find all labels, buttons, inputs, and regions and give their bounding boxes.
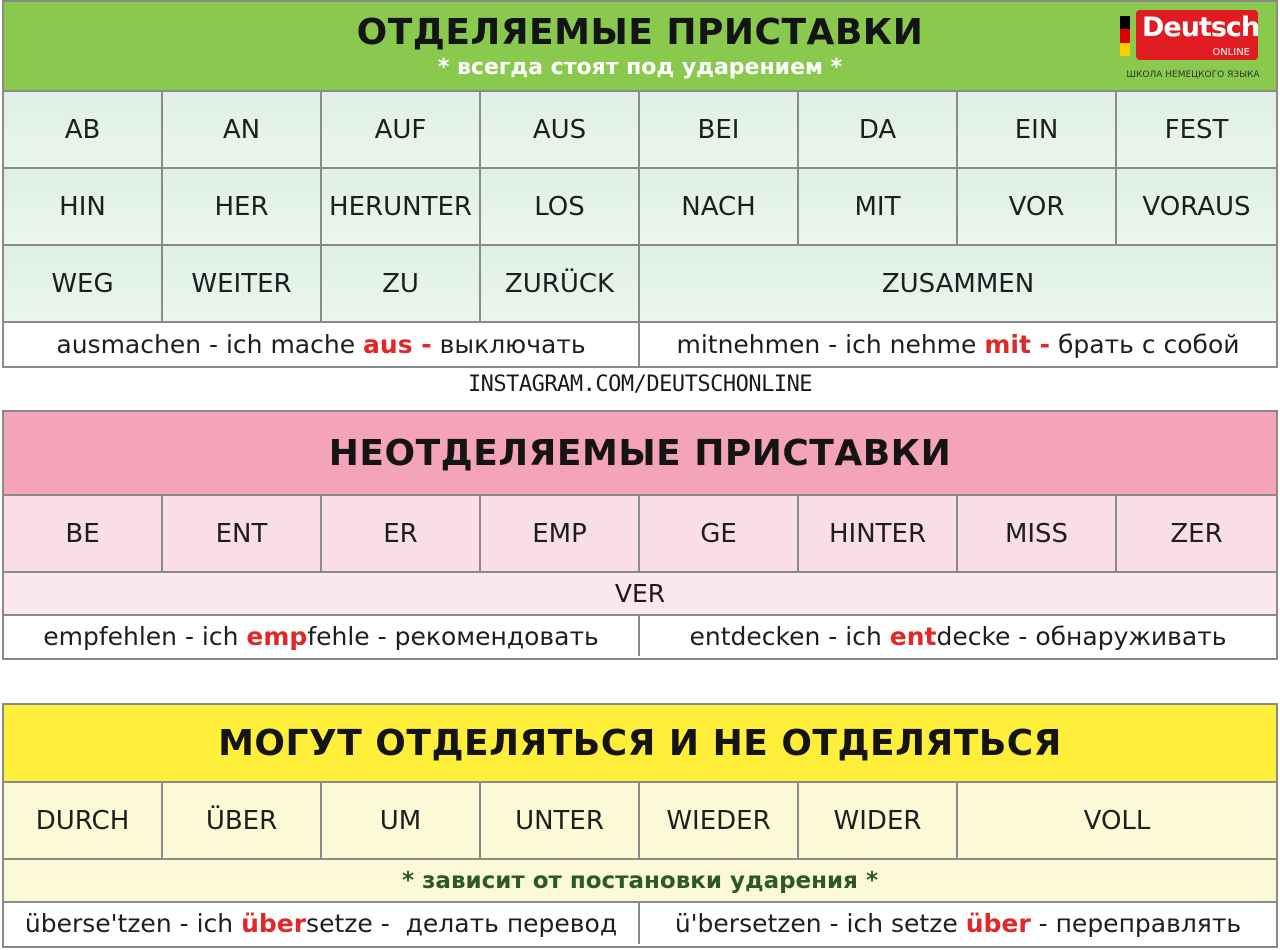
separable-prefix-grid [4,92,1276,323]
prefix-cell: WEITER [163,246,322,323]
inseparable-title: НЕОТДЕЛЯЕМЫЕ ПРИСТАВКИ [328,432,952,474]
prefix-cell: DURCH [4,783,163,860]
separable-subtitle: * всегда стоят под ударением * [437,55,843,80]
example-highlight: über [241,909,307,938]
instagram-link: INSTAGRAM.COM/DEUTSCHONLINE [467,372,813,397]
example-text: decke - обнаруживать [936,621,1227,651]
separable-title: ОТДЕЛЯЕМЫЕ ПРИСТАВКИ [356,12,924,53]
prefix-cell: LOS [481,169,640,246]
prefix-cell: WEG [4,246,163,323]
inseparable-header [4,412,1276,496]
example-left [4,903,640,944]
example-highlight: emp [246,621,308,651]
logo-tagline: ШКОЛА НЕМЕЦКОГО ЯЗЫКА [1126,70,1260,80]
inseparable-prefixes-block [2,410,1278,660]
prefix-cell: WIDER [799,783,958,860]
prefix-cell: HIN [4,169,163,246]
example-text: fehle - рекомендовать [307,621,599,651]
prefix-cell: HINTER [799,496,958,573]
prefix-cell: MISS [958,496,1117,573]
example-text: выключать [431,330,586,359]
prefix-cell: ZU [322,246,481,323]
prefix-cell: GE [640,496,799,573]
example-right [640,323,1276,366]
example-text: entdecken - ich [689,621,890,651]
mixed-prefixes-block [2,703,1278,948]
example-text: - переправлять [1030,909,1242,938]
logo-brand: Deutsch [1142,12,1260,43]
mixed-title: МОГУТ ОТДЕЛЯТЬСЯ И НЕ ОТДЕЛЯТЬСЯ [218,722,1062,764]
prefix-cell: UM [322,783,481,860]
mixed-prefix-grid [4,783,1276,860]
prefix-cell: ER [322,496,481,573]
example-highlight: ent [889,621,937,651]
example-text: брать с собой [1050,330,1240,359]
example-text: empfehlen - ich [43,621,247,651]
prefix-cell: ZER [1117,496,1276,573]
mixed-examples [4,903,1276,944]
example-left [4,616,640,656]
prefix-cell: ENT [163,496,322,573]
example-highlight: aus - [363,330,432,359]
prefix-cell: ÜBER [163,783,322,860]
prefix-cell: BE [4,496,163,573]
example-highlight: mit - [984,330,1051,359]
example-text: ü'bersetzen - ich setze [674,909,966,938]
mixed-header [4,705,1276,783]
prefix-cell-wide: VER [4,573,1276,616]
prefix-cell: AUF [322,92,481,169]
separable-prefixes-block [2,0,1278,368]
prefix-cell: HER [163,169,322,246]
prefix-cell: EMP [481,496,640,573]
german-flag-icon [1120,16,1130,56]
prefix-cell: UNTER [481,783,640,860]
example-highlight: über [965,909,1031,938]
prefix-cell: EIN [958,92,1117,169]
prefix-cell: FEST [1117,92,1276,169]
example-text: setze - делать перевод [306,909,618,938]
example-text: mitnehmen - ich nehme [676,330,985,359]
prefix-cell: DA [799,92,958,169]
logo-sub: ONLINE [1212,47,1250,58]
prefix-cell: AN [163,92,322,169]
stress-note: * зависит от постановки ударения * [4,860,1276,903]
prefix-cell: ZUSAMMEN [640,246,1276,323]
prefix-cell: VOR [958,169,1117,246]
prefix-cell: HERUNTER [322,169,481,246]
example-text: ausmachen - ich mache [56,330,364,359]
example-text: überse'tzen - ich [24,909,242,938]
prefix-cell: VORAUS [1117,169,1276,246]
prefix-cell: NACH [640,169,799,246]
prefix-cell: AB [4,92,163,169]
example-right [640,903,1276,944]
prefix-cell: ZURÜCK [481,246,640,323]
example-left [4,323,640,366]
prefix-cell: VOLL [958,783,1276,860]
prefix-cell: WIEDER [640,783,799,860]
example-right [640,616,1276,656]
prefix-cell: MIT [799,169,958,246]
prefix-cell: BEI [640,92,799,169]
deutsch-online-logo [1118,4,1268,88]
separable-examples [4,323,1276,366]
inseparable-examples [4,616,1276,656]
prefix-cell: AUS [481,92,640,169]
inseparable-prefix-grid [4,496,1276,573]
logo-badge [1136,10,1258,60]
separable-header [4,2,1276,92]
